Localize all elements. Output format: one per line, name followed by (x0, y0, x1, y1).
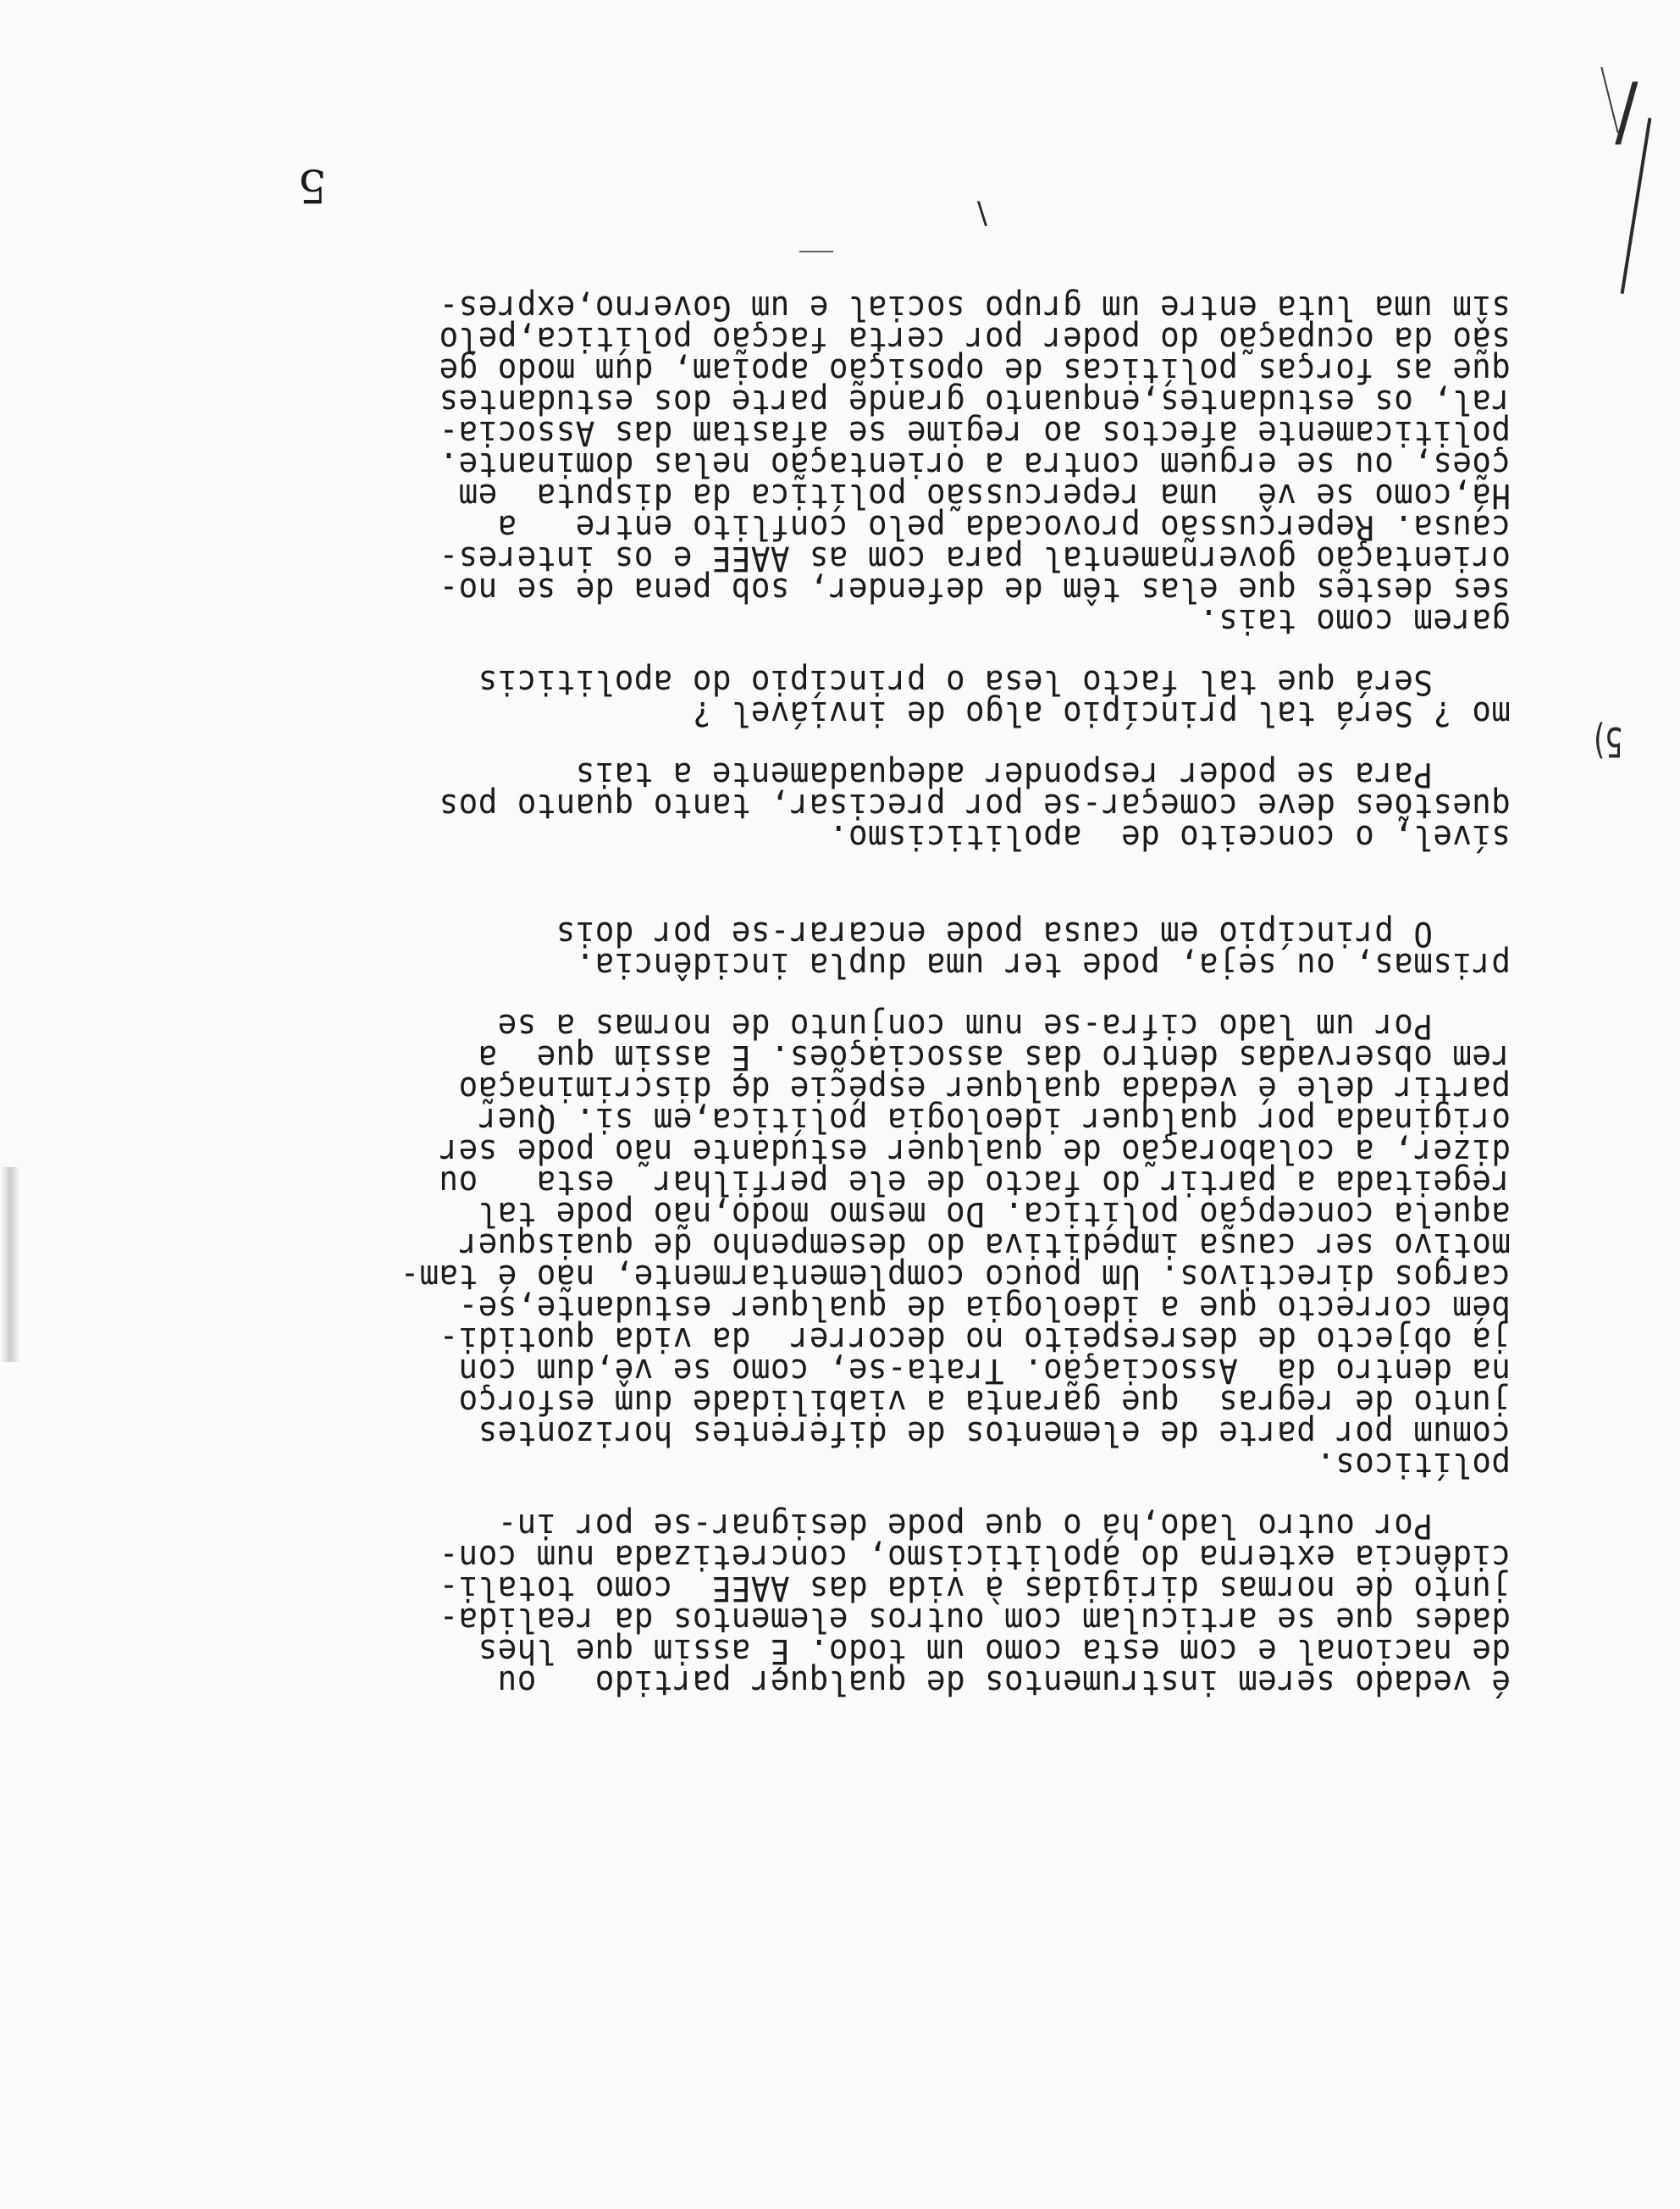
margin-mark-backslash: \ (976, 197, 987, 231)
text-line: Será que tal facto lesa o princípio do apoliticis (478, 662, 1511, 701)
text-line: originada por qualquer ideologia política,em si. Quer (478, 1100, 1511, 1139)
text-line: politicamente afectos ao regime se afastam das Associa- (439, 413, 1511, 452)
margin-mark-dash (799, 251, 833, 252)
text-line: ral, os estudantes,enquanto grande parte dos estudantes (439, 382, 1511, 421)
text-line: que as forças políticas de oposição apoiam, dum modo ge (439, 351, 1511, 390)
text-line: políticos. (1315, 1445, 1511, 1484)
text-line: junto de normas dirigidas à vida das AAEE como totali- (439, 1569, 1511, 1608)
text-line: garem como tais. (1198, 601, 1511, 640)
text-line: sîm uma luta entre um grupo social e um Governo,expres- (439, 288, 1511, 327)
text-line: Por um lado cifra-se num conjunto de normas a se (497, 1006, 1511, 1045)
text-line: dades que se articulam com outros elementos da realida- (439, 1600, 1511, 1639)
text-line: são da ocupação do poder por certa facção política,pelo (439, 319, 1511, 358)
text-line: bém correcto que a ideologia de qualquer estudante,se- (458, 1288, 1511, 1327)
text-line: Para se poder responder adequadamente a tais (575, 755, 1511, 794)
text-line: prismas, ou seja, pode ter uma dupla incidência. (575, 945, 1511, 984)
text-line: dizer, a colaboração de qualquer estudante não pode ser (439, 1132, 1511, 1171)
margin-mark-paragraph: 5) (1594, 717, 1623, 765)
text-line: na dentro da Associação. Trata-se, como se vê,dum con (458, 1351, 1511, 1390)
text-line: sível, o conceito de apoliticismo. (828, 817, 1511, 856)
text-line: ses destes que elas têm de defender, sob pena de se no- (439, 570, 1511, 609)
text-line: cargos directivos. Um pouco complementarmente, não é tam- (400, 1257, 1511, 1296)
text-line: Há,como se vê uma repercussão política da disputa em (458, 476, 1511, 515)
text-line: ções, ou se erguem contra a orientação nelas dominante. (439, 445, 1511, 484)
paper-stain (0, 1167, 20, 1362)
text-line: rem observadas dentro das associações. É assim que a (478, 1038, 1511, 1077)
text-line: Por outro lado,há o que pode designar-se por in- (497, 1506, 1511, 1545)
text-line: mo ? Será tal princípio algo de inviável ? (692, 694, 1511, 733)
text-line: orientação governamental para com as AAEE e os interes- (439, 539, 1511, 578)
text-line: regeitada a partir do facto de ele perfilhar esta ou (439, 1163, 1511, 1202)
text-line: questões deve começar-se por precisar, tanto quanto pos (439, 786, 1511, 825)
text-line: ja objecto de desrespeito no decorrer da vida quotidi- (439, 1320, 1511, 1359)
text-line: O princípio em causa pode encarar-se por dois (555, 914, 1511, 953)
text-line: motivo ser causa impeditiva do desempenho de quaisquer (458, 1226, 1511, 1265)
text-line: junto de regras que garanta a viabilidade dum esforço (458, 1382, 1511, 1421)
margin-mark-slash: / (1615, 70, 1639, 159)
text-line: comum por parte de elementos de diferentes horizontes (478, 1414, 1511, 1453)
text-line: cidência externa do apoliticismo, concretizada num con- (439, 1537, 1511, 1576)
text-line: aquela concepção política. Do mesmo modo,não pode tal (478, 1194, 1511, 1233)
text-line: de nacional e com esta como um todo. É assim que lhes (478, 1631, 1511, 1670)
text-line: causa. Repercussão provocada pelo conflito entre a (497, 507, 1511, 546)
text-line: é vedado serem instrumentos de qualquer partido ou (497, 1663, 1511, 1702)
text-line: partir dele é vedada qualquer espécie de discriminação (458, 1069, 1511, 1108)
page-number: 5 (297, 159, 327, 213)
